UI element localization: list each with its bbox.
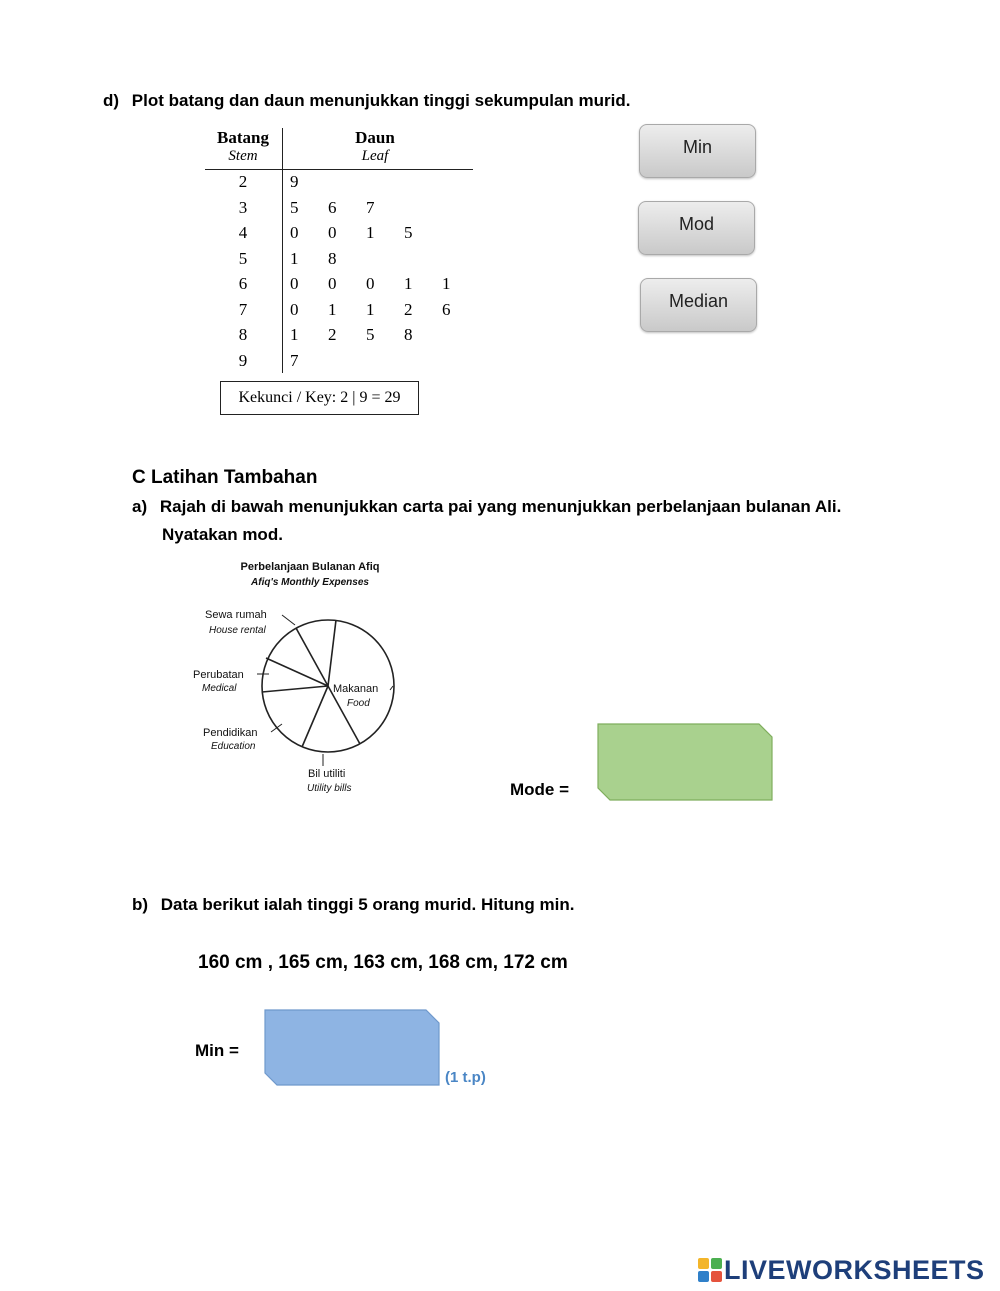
leaf-value: 1	[404, 274, 413, 293]
section-c-title: C Latihan Tambahan	[132, 467, 318, 488]
question-a-line1: Rajah di bawah menunjukkan carta pai yang menunjukkan perbelanjaan bulanan Ali.	[159, 497, 842, 516]
leaf-value: 5	[404, 223, 413, 242]
leaf-value: 0	[290, 299, 299, 319]
stem-leaf-key: Kekunci / Key: 2 | 9 = 29	[220, 381, 419, 415]
slice-label-house-rental: House rental	[209, 625, 266, 636]
pie-slice-boundary	[296, 628, 328, 686]
leaf-value: 1	[290, 248, 299, 268]
question-b-label: b)	[132, 895, 149, 914]
leaf-header-en: Leaf	[361, 148, 389, 164]
min-button[interactable]: Min	[639, 124, 756, 178]
leaf-value: 2	[328, 325, 337, 344]
leader-makanan	[390, 686, 393, 690]
stem-value: 8	[238, 325, 248, 344]
leaf-value: 1	[328, 299, 337, 319]
stem-value: 9	[238, 350, 248, 370]
leaf-value: 0	[328, 274, 337, 293]
question-d-label: d)	[103, 91, 120, 110]
leaf-value: 5	[366, 325, 375, 344]
question-d-text: Plot batang dan daun menunjukkan tinggi sekumpulan murid.	[131, 91, 631, 110]
pie-slice-boundary	[262, 686, 328, 692]
leader-sewa	[282, 615, 295, 625]
leaf-header: Daun	[355, 128, 395, 147]
stem-value: 4	[238, 223, 248, 242]
stem-value: 5	[238, 248, 248, 268]
stem-divider	[282, 128, 283, 373]
leaf-value: 7	[290, 350, 299, 370]
leaf-value: 9	[290, 172, 299, 191]
pie-subtitle: Afiq's Monthly Expenses	[251, 577, 369, 588]
question-a-label: a)	[132, 497, 148, 516]
slice-label-perubatan: Perubatan	[193, 669, 244, 681]
leaf-value: 1	[366, 299, 375, 319]
stem-value: 2	[238, 172, 248, 191]
median-button[interactable]: Median	[640, 278, 757, 332]
marks-note: (1 t.p)	[445, 1069, 486, 1086]
logo-text: LIVEWORKSHEETS	[724, 1254, 985, 1285]
mode-answer-shape[interactable]	[598, 724, 772, 800]
min-answer-box[interactable]	[264, 1009, 440, 1087]
pie-slice-boundary	[302, 686, 328, 747]
leaf-value: 0	[290, 274, 299, 293]
min-label: Min =	[195, 1041, 239, 1060]
logo-icon	[698, 1258, 722, 1282]
pie-title: Perbelanjaan Bulanan Afiq	[240, 561, 380, 573]
pie-slice-boundary	[266, 658, 328, 686]
stem-value: 3	[238, 197, 248, 217]
mod-button[interactable]: Mod	[638, 201, 755, 255]
pie-chart	[185, 552, 445, 800]
leaf-value: 0	[290, 223, 299, 242]
stem-value: 7	[238, 299, 248, 319]
question-a-line2: Nyatakan mod.	[162, 525, 283, 544]
mode-answer-box[interactable]	[597, 723, 773, 801]
stem-header-en: Stem	[228, 148, 258, 164]
leaf-value: 6	[328, 197, 337, 217]
slice-label-utility-bills: Utility bills	[307, 783, 352, 794]
question-a	[132, 497, 841, 517]
leaf-value: 0	[328, 223, 337, 242]
leaf-value: 8	[404, 325, 413, 344]
slice-label-education: Education	[211, 741, 256, 752]
leaf-value: 2	[404, 299, 413, 319]
slice-label-food: Food	[347, 698, 370, 709]
header-divider	[205, 169, 473, 170]
leaf-value: 8	[328, 248, 337, 268]
leaf-value: 7	[366, 197, 375, 217]
stem-leaf-plot	[205, 128, 475, 428]
slice-label-makanan: Makanan	[333, 683, 379, 695]
slice-label-medical: Medical	[202, 683, 237, 694]
slice-label-pendidikan: Pendidikan	[203, 727, 258, 739]
slice-label-bil-utiliti: Bil utiliti	[308, 768, 346, 780]
question-b-text: Data berikut ialah tinggi 5 orang murid. Hitung min.	[160, 895, 575, 914]
leaf-value: 5	[290, 197, 299, 217]
stem-value: 6	[238, 274, 248, 293]
question-b	[132, 895, 574, 915]
liveworksheets-logo	[698, 1256, 985, 1284]
pie-slice-boundary	[328, 620, 336, 686]
height-data: 160 cm , 165 cm, 163 cm, 168 cm, 172 cm	[198, 952, 568, 973]
stem-header: Batang	[217, 128, 269, 147]
question-d	[103, 91, 630, 111]
mode-label: Mode =	[510, 780, 570, 799]
leaf-value: 0	[366, 274, 375, 293]
leaf-value: 1	[290, 325, 299, 344]
leaf-value: 1	[442, 274, 451, 293]
min-answer-shape[interactable]	[265, 1010, 439, 1085]
leaf-value: 1	[366, 223, 375, 242]
leaf-value: 6	[442, 299, 451, 319]
slice-label-sewa-rumah: Sewa rumah	[205, 609, 267, 621]
